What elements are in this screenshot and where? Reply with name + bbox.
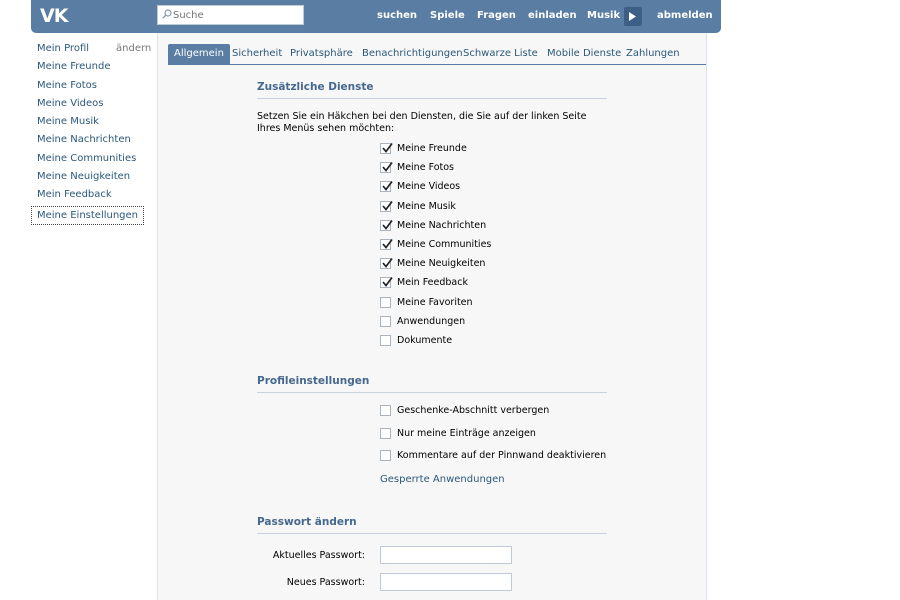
tab-mobile-services[interactable]: Mobile Dienste [547,48,622,59]
sidebar-item-label: Mein Profil [37,43,90,54]
section-title-services: Zusätzliche Dienste [257,81,607,99]
checkbox-checked[interactable] [380,181,391,192]
top-navigation [31,0,721,33]
checkbox-unchecked[interactable] [380,428,391,439]
checkbox-label: Kommentare auf der Pinnwand deaktivieren [397,450,607,462]
sidebar-item-music[interactable]: Meine Musik [37,116,99,128]
checkmark-icon [381,257,393,269]
new-password-label: Neues Passwort: [286,577,365,588]
tab-payments[interactable]: Zahlungen [626,48,680,59]
new-password-input[interactable] [380,573,512,591]
section-title-profile: Profileinstellungen [257,375,607,393]
tab-general[interactable]: Allgemein [168,44,230,64]
nav-invite-link[interactable]: einladen [528,10,577,21]
checkbox-label: Geschenke-Abschnitt verbergen [397,405,550,416]
sidebar-item-feedback[interactable]: Mein Feedback [37,189,112,201]
settings-tabs [168,44,706,65]
sidebar-item-news[interactable]: Meine Neuigkeiten [37,171,131,183]
checkbox-label: Meine Nachrichten [397,219,487,231]
checkbox-label: Meine Fotos [397,162,454,174]
blocked-apps-link[interactable]: Gesperrte Anwendungen [380,474,505,485]
tab-notifications[interactable]: Benachrichtigungen [362,48,463,59]
checkbox-unchecked[interactable] [380,335,391,346]
nav-search-link[interactable]: suchen [377,10,418,21]
sidebar-item-videos[interactable]: Meine Videos [37,97,104,109]
checkmark-icon [381,142,393,154]
tab-privacy[interactable]: Privatsphäre [290,48,353,59]
sidebar-item-photos[interactable]: Meine Fotos [37,79,97,91]
checkmark-icon [381,238,393,250]
checkbox-label: Meine Favoriten [397,296,473,308]
checkmark-icon [381,180,393,192]
checkbox-unchecked[interactable] [380,316,391,327]
vk-logo[interactable]: VK [40,5,68,27]
nav-games-link[interactable]: Spiele [430,10,465,21]
tab-blacklist[interactable]: Schwarze Liste [463,48,538,59]
sidebar-item-messages[interactable]: Meine Nachrichten [37,134,131,146]
checkmark-icon [381,200,393,212]
services-description: Setzen Sie ein Häkchen bei den Diensten, die Sie auf der linken Seite Ihres Menüs sehen möchten: [257,111,587,134]
checkbox-label: Mein Feedback [397,277,468,289]
checkbox-unchecked[interactable] [380,450,391,461]
checkbox-label: Nur meine Einträge anzeigen [397,427,536,439]
music-play-button[interactable] [624,7,642,26]
tab-security[interactable]: Sicherheit [232,48,283,59]
checkmark-icon [381,276,393,288]
settings-content [157,33,707,600]
checkbox-label: Meine Communities [397,239,492,250]
checkmark-icon [381,219,393,231]
edit-profile-link[interactable]: ändern [116,43,152,54]
play-icon [629,12,637,21]
section-title-password: Passwort ändern [257,516,607,534]
checkbox-label: Meine Musik [397,200,456,212]
left-sidebar [31,40,157,225]
nav-questions-link[interactable]: Fragen [477,10,516,21]
nav-music-link[interactable]: Musik [587,10,621,21]
checkbox-label: Meine Videos [397,181,461,193]
checkbox-checked[interactable] [380,220,391,231]
nav-logout-link[interactable]: abmelden [657,10,713,21]
sidebar-item-communities[interactable]: Meine Communities [37,152,137,164]
checkbox-checked[interactable] [380,277,391,288]
checkbox-checked[interactable] [380,143,391,154]
checkbox-label: Anwendungen [397,315,466,327]
checkbox-unchecked[interactable] [380,405,391,416]
current-password-input[interactable] [380,546,512,564]
checkbox-label: Meine Freunde [397,143,467,154]
checkbox-checked[interactable] [380,258,391,269]
current-password-label: Aktuelles Passwort: [272,550,365,561]
sidebar-item-profile[interactable] [31,40,157,58]
checkbox-label: Meine Neuigkeiten [397,258,486,270]
checkbox-checked[interactable] [380,162,391,173]
sidebar-item-friends[interactable]: Meine Freunde [37,61,111,73]
top-header-bar [31,0,721,33]
checkbox-checked[interactable] [380,239,391,250]
checkbox-unchecked[interactable] [380,297,391,308]
checkbox-checked[interactable] [380,201,391,212]
sidebar-item-settings[interactable]: Meine Einstellungen [31,206,144,225]
checkbox-label: Dokumente [397,335,453,346]
checkmark-icon [381,161,393,173]
